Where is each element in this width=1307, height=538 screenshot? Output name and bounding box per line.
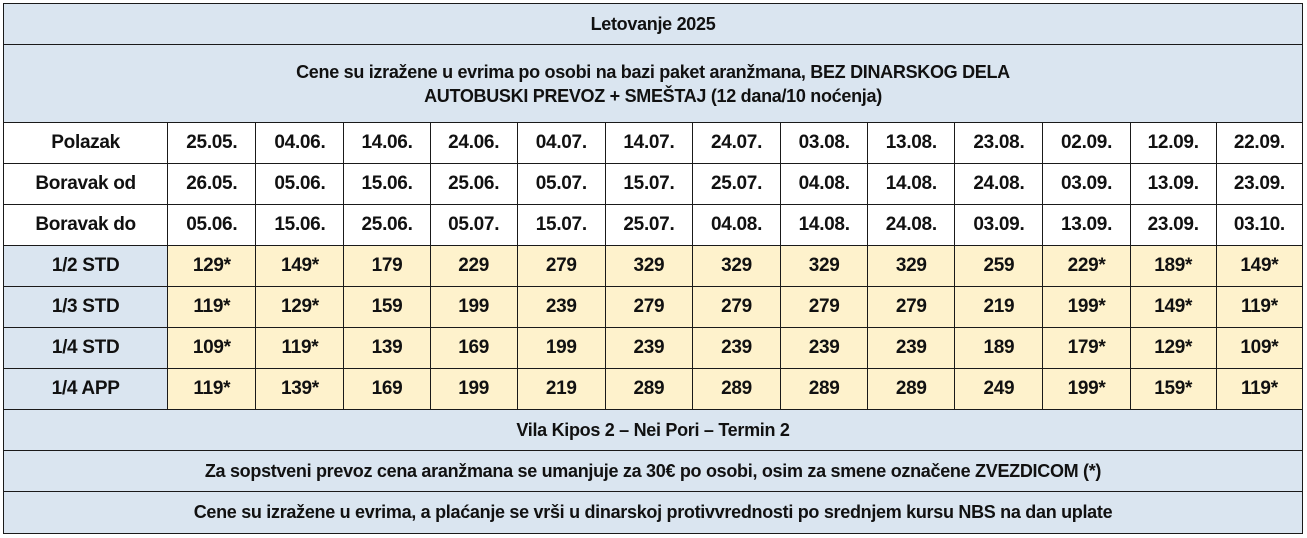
date-cell: 15.07. — [605, 164, 692, 205]
row-label: Boravak do — [4, 205, 168, 246]
price-cell: 239 — [605, 328, 692, 369]
price-cell: 329 — [868, 246, 955, 287]
price-row — [4, 287, 1303, 328]
price-cell: 279 — [517, 246, 605, 287]
price-cell: 119* — [256, 328, 344, 369]
price-cell: 129* — [256, 287, 344, 328]
date-cell: 25.07. — [692, 164, 780, 205]
price-cell: 119* — [1216, 369, 1302, 410]
price-cell: 289 — [692, 369, 780, 410]
date-cell: 23.09. — [1130, 205, 1216, 246]
price-cell: 199 — [430, 369, 517, 410]
price-cell: 289 — [868, 369, 955, 410]
date-cell: 15.07. — [517, 205, 605, 246]
footer-note-transport: Za sopstveni prevoz cena aranžmana se umanjuje za 30€ po osobi, osim za smene označene ZVEZDICOM (*) — [4, 451, 1303, 492]
row-label: 1/4 STD — [4, 328, 168, 369]
price-cell: 219 — [517, 369, 605, 410]
date-cell: 03.09. — [955, 205, 1043, 246]
price-cell: 219 — [955, 287, 1043, 328]
date-cell: 05.07. — [517, 164, 605, 205]
price-cell: 149* — [1216, 246, 1302, 287]
price-cell: 249 — [955, 369, 1043, 410]
date-cell: 24.07. — [692, 123, 780, 164]
price-cell: 239 — [781, 328, 868, 369]
price-cell: 329 — [605, 246, 692, 287]
price-cell: 279 — [868, 287, 955, 328]
price-cell: 109* — [1216, 328, 1302, 369]
price-cell: 109* — [168, 328, 256, 369]
price-cell: 199 — [517, 328, 605, 369]
price-cell: 119* — [168, 287, 256, 328]
date-cell: 05.07. — [430, 205, 517, 246]
date-cell: 15.06. — [256, 205, 344, 246]
footer-property: Vila Kipos 2 – Nei Pori – Termin 2 — [4, 410, 1303, 451]
row-label: 1/3 STD — [4, 287, 168, 328]
price-cell: 119* — [168, 369, 256, 410]
date-cell: 04.06. — [256, 123, 344, 164]
date-cell: 12.09. — [1130, 123, 1216, 164]
row-label: 1/4 APP — [4, 369, 168, 410]
date-cell: 03.10. — [1216, 205, 1302, 246]
date-cell: 13.09. — [1043, 205, 1130, 246]
price-cell: 189* — [1130, 246, 1216, 287]
price-cell: 229* — [1043, 246, 1130, 287]
date-cell: 05.06. — [256, 164, 344, 205]
price-cell: 259 — [955, 246, 1043, 287]
date-row — [4, 123, 1303, 164]
price-cell: 149* — [1130, 287, 1216, 328]
date-cell: 04.08. — [692, 205, 780, 246]
price-cell: 199* — [1043, 369, 1130, 410]
price-cell: 149* — [256, 246, 344, 287]
footer-note-payment: Cene su izražene u evrima, a plaćanje se vrši u dinarskoj protivvrednosti po srednjem kursu NBS na dan uplate — [4, 492, 1303, 534]
price-row — [4, 328, 1303, 369]
date-cell: 25.06. — [344, 205, 430, 246]
price-cell: 119* — [1216, 287, 1302, 328]
table-subtitle — [4, 45, 1303, 123]
row-label: 1/2 STD — [4, 246, 168, 287]
table-title: Letovanje 2025 — [4, 4, 1303, 45]
price-table — [3, 3, 1303, 534]
date-cell: 03.09. — [1043, 164, 1130, 205]
date-cell: 14.07. — [605, 123, 692, 164]
date-cell: 02.09. — [1043, 123, 1130, 164]
date-cell: 24.08. — [955, 164, 1043, 205]
price-cell: 159* — [1130, 369, 1216, 410]
price-cell: 169 — [430, 328, 517, 369]
price-cell: 279 — [692, 287, 780, 328]
price-cell: 139* — [256, 369, 344, 410]
date-cell: 14.08. — [868, 164, 955, 205]
date-cell: 23.09. — [1216, 164, 1302, 205]
date-cell: 25.07. — [605, 205, 692, 246]
price-cell: 189 — [955, 328, 1043, 369]
price-cell: 329 — [692, 246, 780, 287]
price-cell: 289 — [605, 369, 692, 410]
date-cell: 24.08. — [868, 205, 955, 246]
date-cell: 25.05. — [168, 123, 256, 164]
price-cell: 179* — [1043, 328, 1130, 369]
price-cell: 129* — [168, 246, 256, 287]
price-cell: 229 — [430, 246, 517, 287]
price-row — [4, 246, 1303, 287]
price-cell: 329 — [781, 246, 868, 287]
date-cell: 04.07. — [517, 123, 605, 164]
price-cell: 239 — [868, 328, 955, 369]
date-row — [4, 164, 1303, 205]
row-label: Polazak — [4, 123, 168, 164]
date-cell: 14.08. — [781, 205, 868, 246]
price-cell: 139 — [344, 328, 430, 369]
row-label: Boravak od — [4, 164, 168, 205]
date-cell: 22.09. — [1216, 123, 1302, 164]
date-cell: 14.06. — [344, 123, 430, 164]
price-row — [4, 369, 1303, 410]
date-cell: 24.06. — [430, 123, 517, 164]
subtitle-line-2: AUTOBUSKI PREVOZ + SMEŠTAJ (12 dana/10 noćenja) — [424, 85, 882, 106]
date-cell: 23.08. — [955, 123, 1043, 164]
price-cell: 279 — [781, 287, 868, 328]
date-cell: 13.09. — [1130, 164, 1216, 205]
price-cell: 239 — [517, 287, 605, 328]
date-cell: 13.08. — [868, 123, 955, 164]
price-cell: 199 — [430, 287, 517, 328]
price-cell: 159 — [344, 287, 430, 328]
price-cell: 279 — [605, 287, 692, 328]
price-cell: 239 — [692, 328, 780, 369]
date-row — [4, 205, 1303, 246]
date-cell: 26.05. — [168, 164, 256, 205]
price-cell: 199* — [1043, 287, 1130, 328]
date-cell: 05.06. — [168, 205, 256, 246]
price-cell: 129* — [1130, 328, 1216, 369]
date-cell: 03.08. — [781, 123, 868, 164]
date-cell: 15.06. — [344, 164, 430, 205]
date-cell: 25.06. — [430, 164, 517, 205]
price-cell: 169 — [344, 369, 430, 410]
price-cell: 179 — [344, 246, 430, 287]
price-cell: 289 — [781, 369, 868, 410]
subtitle-line-1: Cene su izražene u evrima po osobi na bazi paket aranžmana, BEZ DINARSKOG DELA — [296, 61, 1010, 82]
date-cell: 04.08. — [781, 164, 868, 205]
